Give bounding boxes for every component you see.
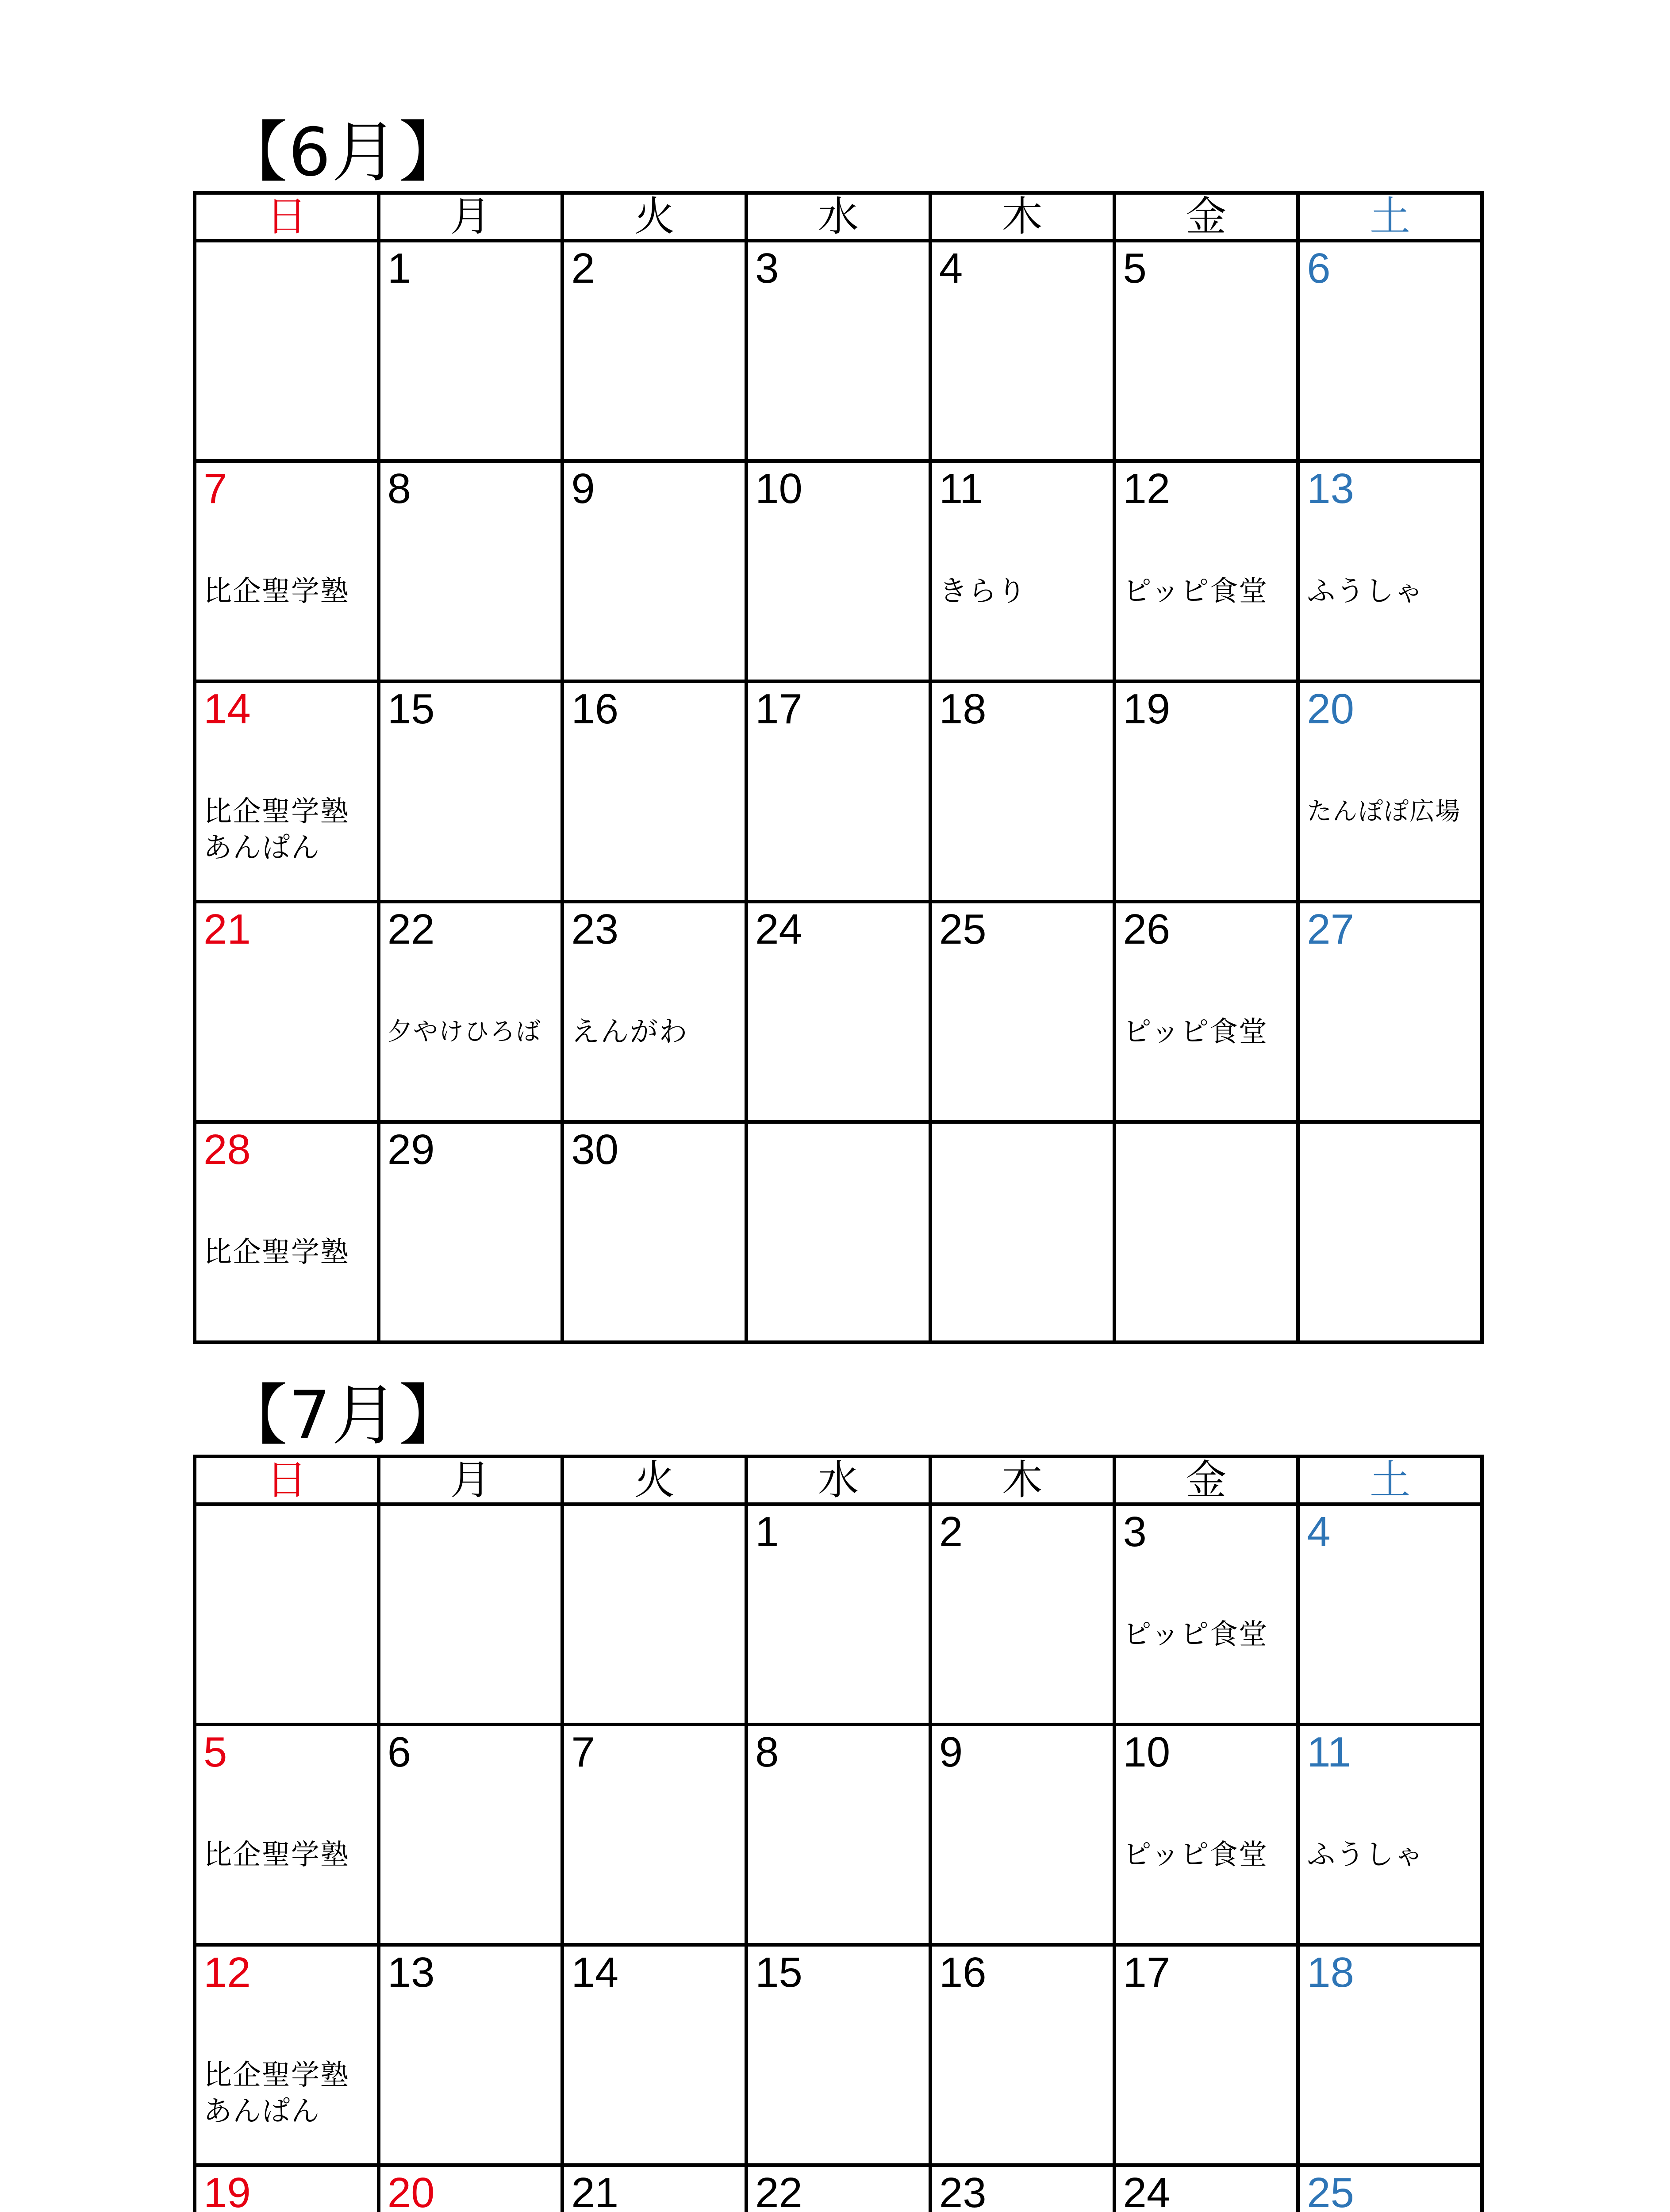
event-list xyxy=(1123,1837,1293,1873)
day-cell xyxy=(1114,1122,1298,1342)
event-list xyxy=(1307,1837,1477,1873)
day-cell xyxy=(1298,241,1482,461)
day-number: 6 xyxy=(1307,245,1331,292)
weekday-monday: 月 xyxy=(379,1456,563,1504)
day-cell xyxy=(562,1945,746,2165)
day-cell xyxy=(930,1122,1114,1342)
weekday-wednesday: 水 xyxy=(746,193,930,241)
day-cell xyxy=(1298,1945,1482,2165)
day-cell xyxy=(746,1122,930,1342)
weekday-friday: 金 xyxy=(1114,1456,1298,1504)
day-number: 8 xyxy=(755,1728,779,1776)
day-cell xyxy=(1114,1724,1298,1945)
day-number: 24 xyxy=(1123,2169,1171,2212)
day-cell xyxy=(1298,2165,1482,2212)
day-number: 18 xyxy=(1307,1949,1354,1996)
event-label: ピッピ食堂 xyxy=(1123,575,1268,608)
day-cell xyxy=(562,461,746,681)
day-cell xyxy=(562,1504,746,1724)
day-number: 19 xyxy=(1123,685,1171,733)
weekday-monday: 月 xyxy=(379,193,563,241)
day-number: 23 xyxy=(571,906,619,953)
day-number: 26 xyxy=(1123,906,1171,953)
day-cell xyxy=(195,1945,379,2165)
event-label: 夕やけひろば xyxy=(387,1018,541,1046)
day-cell xyxy=(195,2165,379,2212)
day-cell xyxy=(195,241,379,461)
weekday-sunday: 日 xyxy=(195,1456,379,1504)
day-number: 15 xyxy=(755,1949,802,1996)
event-label: たんぽぽ広場 xyxy=(1307,797,1461,826)
week-row xyxy=(195,1122,1482,1342)
day-cell xyxy=(746,1504,930,1724)
event-list xyxy=(1307,573,1477,610)
week-row xyxy=(195,1724,1482,1945)
day-cell xyxy=(379,681,563,902)
day-cell xyxy=(195,902,379,1122)
day-cell xyxy=(930,1945,1114,2165)
day-number: 14 xyxy=(571,1949,619,1996)
day-cell xyxy=(746,461,930,681)
day-number: 28 xyxy=(203,1126,251,1173)
event-label: えんがわ xyxy=(571,1016,688,1048)
weekday-thursday: 木 xyxy=(930,193,1114,241)
day-cell xyxy=(746,902,930,1122)
day-cell xyxy=(1114,2165,1298,2212)
day-number: 20 xyxy=(387,2169,435,2212)
day-number: 24 xyxy=(755,906,802,953)
day-number: 8 xyxy=(387,465,411,512)
day-number: 3 xyxy=(1123,1508,1147,1555)
day-cell xyxy=(562,2165,746,2212)
event-label: 比企聖学塾 xyxy=(203,2059,349,2092)
day-number: 25 xyxy=(939,906,987,953)
day-cell xyxy=(930,902,1114,1122)
day-number: 6 xyxy=(387,1728,411,1776)
day-number: 27 xyxy=(1307,906,1354,953)
day-cell xyxy=(746,2165,930,2212)
day-cell xyxy=(562,681,746,902)
event-label: ピッピ食堂 xyxy=(1123,1839,1268,1871)
day-cell xyxy=(1298,1504,1482,1724)
day-cell xyxy=(1114,1504,1298,1724)
day-cell xyxy=(379,241,563,461)
day-number: 5 xyxy=(203,1728,227,1776)
weekday-header-row xyxy=(195,193,1482,241)
day-cell xyxy=(1298,1122,1482,1342)
day-cell xyxy=(930,1724,1114,1945)
event-list xyxy=(1123,573,1293,610)
event-list xyxy=(203,1837,373,1873)
day-number: 10 xyxy=(755,465,802,512)
weekday-sunday: 日 xyxy=(195,193,379,241)
day-number: 2 xyxy=(571,245,595,292)
day-number: 7 xyxy=(203,465,227,512)
day-cell xyxy=(379,1724,563,1945)
event-label: あんぱん xyxy=(203,2095,320,2128)
weekday-tuesday: 火 xyxy=(562,1456,746,1504)
event-label: 比企聖学塾 xyxy=(203,1839,349,1871)
month-title: 【6月】 xyxy=(221,114,466,191)
day-cell xyxy=(1298,681,1482,902)
day-number: 13 xyxy=(387,1949,435,1996)
day-number: 25 xyxy=(1307,2169,1354,2212)
event-list xyxy=(203,1234,373,1271)
day-number: 11 xyxy=(939,465,983,512)
day-number: 10 xyxy=(1123,1728,1171,1776)
day-number: 1 xyxy=(387,245,411,292)
week-row xyxy=(195,681,1482,902)
day-number: 16 xyxy=(939,1949,987,1996)
day-number: 15 xyxy=(387,685,435,733)
day-cell xyxy=(1114,461,1298,681)
day-cell xyxy=(562,1724,746,1945)
day-number: 29 xyxy=(387,1126,435,1173)
weekday-header-row xyxy=(195,1456,1482,1504)
weekday-saturday: 土 xyxy=(1298,1456,1482,1504)
event-list xyxy=(203,573,373,610)
day-cell xyxy=(562,902,746,1122)
day-cell xyxy=(1298,461,1482,681)
weekday-thursday: 木 xyxy=(930,1456,1114,1504)
event-label: ピッピ食堂 xyxy=(1123,1618,1268,1651)
month-title: 【7月】 xyxy=(221,1377,466,1454)
event-list xyxy=(1123,1617,1293,1653)
week-row xyxy=(195,241,1482,461)
day-cell xyxy=(1298,1724,1482,1945)
day-cell xyxy=(379,1504,563,1724)
day-cell xyxy=(930,1504,1114,1724)
day-cell xyxy=(930,241,1114,461)
day-cell xyxy=(746,681,930,902)
event-label: 比企聖学塾 xyxy=(203,1236,349,1269)
event-list xyxy=(939,573,1109,610)
day-cell xyxy=(195,1724,379,1945)
event-list xyxy=(571,1014,741,1050)
day-cell xyxy=(1114,681,1298,902)
day-number: 14 xyxy=(203,685,251,733)
day-cell xyxy=(1298,902,1482,1122)
day-number: 30 xyxy=(571,1126,619,1173)
event-list xyxy=(1307,794,1477,830)
day-number: 1 xyxy=(755,1508,779,1555)
week-row xyxy=(195,2165,1482,2212)
event-label: 比企聖学塾 xyxy=(203,795,349,828)
day-number: 2 xyxy=(939,1508,963,1555)
calendar-grid xyxy=(193,1455,1484,2212)
day-cell xyxy=(195,681,379,902)
day-number: 23 xyxy=(939,2169,987,2212)
day-cell xyxy=(746,1724,930,1945)
day-number: 13 xyxy=(1307,465,1354,512)
day-number: 12 xyxy=(203,1949,251,1996)
day-number: 11 xyxy=(1307,1728,1351,1776)
event-label: 比企聖学塾 xyxy=(203,575,349,608)
day-cell xyxy=(1114,241,1298,461)
day-cell xyxy=(379,1122,563,1342)
day-number: 7 xyxy=(571,1728,595,1776)
day-cell xyxy=(930,681,1114,902)
week-row xyxy=(195,461,1482,681)
day-number: 22 xyxy=(387,906,435,953)
event-list xyxy=(1123,1014,1293,1050)
day-cell xyxy=(379,2165,563,2212)
day-number: 17 xyxy=(755,685,802,733)
event-label: ふうしゃ xyxy=(1307,1839,1424,1871)
week-row xyxy=(195,1504,1482,1724)
day-number: 3 xyxy=(755,245,779,292)
weekday-tuesday: 火 xyxy=(562,193,746,241)
day-number: 4 xyxy=(939,245,963,292)
day-number: 12 xyxy=(1123,465,1171,512)
day-number: 19 xyxy=(203,2169,251,2212)
day-cell xyxy=(930,461,1114,681)
day-cell xyxy=(195,461,379,681)
day-cell xyxy=(379,461,563,681)
day-number: 17 xyxy=(1123,1949,1171,1996)
day-cell xyxy=(195,1122,379,1342)
day-cell xyxy=(930,2165,1114,2212)
day-cell xyxy=(562,1122,746,1342)
day-number: 20 xyxy=(1307,685,1354,733)
day-cell xyxy=(379,1945,563,2165)
weekday-friday: 金 xyxy=(1114,193,1298,241)
day-number: 21 xyxy=(571,2169,619,2212)
day-number: 18 xyxy=(939,685,987,733)
event-list xyxy=(203,794,373,866)
event-label: あんぱん xyxy=(203,832,320,864)
day-number: 22 xyxy=(755,2169,802,2212)
day-number: 5 xyxy=(1123,245,1147,292)
week-row xyxy=(195,1945,1482,2165)
weekday-wednesday: 水 xyxy=(746,1456,930,1504)
day-cell xyxy=(1114,902,1298,1122)
event-label: きらり xyxy=(939,575,1027,608)
day-number: 9 xyxy=(939,1728,963,1776)
event-label: ふうしゃ xyxy=(1307,575,1424,608)
day-cell xyxy=(379,902,563,1122)
day-number: 9 xyxy=(571,465,595,512)
week-row xyxy=(195,902,1482,1122)
day-cell xyxy=(195,1504,379,1724)
event-list xyxy=(203,2057,373,2130)
calendar-grid xyxy=(193,191,1484,1344)
day-number: 4 xyxy=(1307,1508,1331,1555)
event-label: ピッピ食堂 xyxy=(1123,1016,1268,1048)
day-number: 21 xyxy=(203,906,251,953)
weekday-saturday: 土 xyxy=(1298,193,1482,241)
event-list xyxy=(388,1014,557,1050)
day-cell xyxy=(746,1945,930,2165)
day-cell xyxy=(1114,1945,1298,2165)
day-cell xyxy=(562,241,746,461)
day-cell xyxy=(746,241,930,461)
day-number: 16 xyxy=(571,685,619,733)
